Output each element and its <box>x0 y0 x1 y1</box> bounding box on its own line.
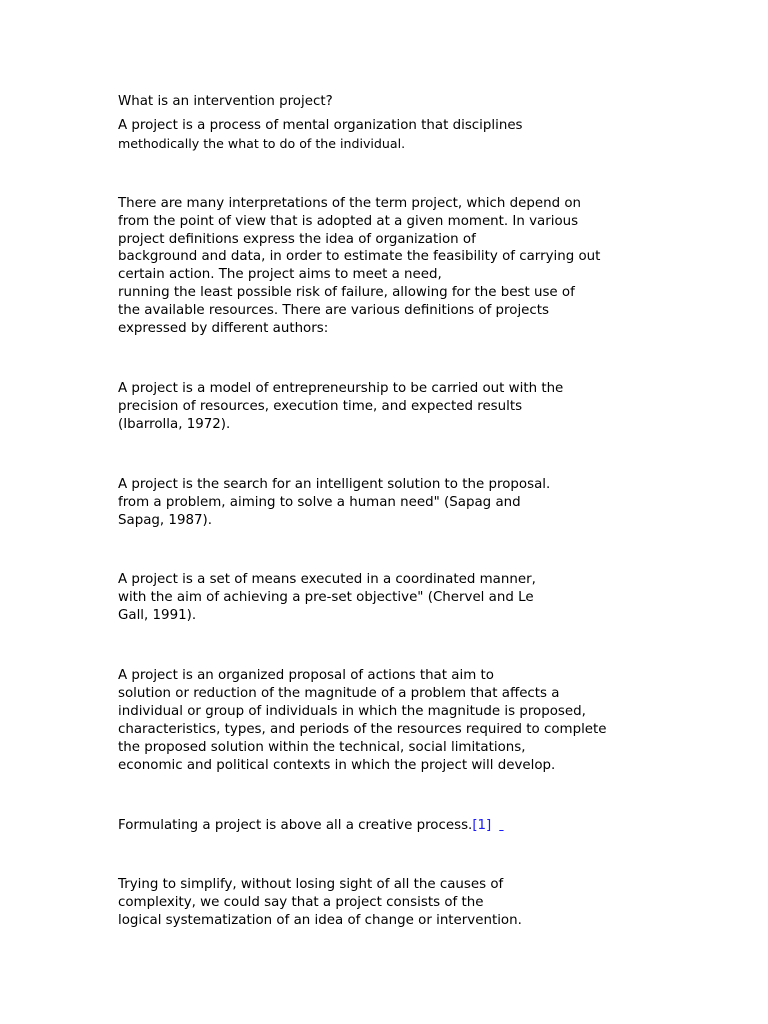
document-page <box>118 93 638 930</box>
paragraph-line: A project is an organized proposal of actions that aim to <box>118 668 494 684</box>
document-heading: What is an intervention project? <box>118 94 333 109</box>
paragraph-line: background and data, in order to estimate the feasibility of carrying out <box>118 249 601 265</box>
paragraph-line: precision of resources, execution time, and expected results <box>118 398 523 414</box>
paragraph-line: from a problem, aiming to solve a human need" (Sapag and <box>118 494 521 510</box>
paragraph-line: the available resources. There are various definitions of projects <box>118 303 550 319</box>
paragraph-line: certain action. The project aims to meet a need, <box>118 267 442 283</box>
paragraph-line: from the point of view that is adopted at a given moment. In various <box>118 213 579 229</box>
paragraph-line: expressed by different authors: <box>118 321 329 337</box>
intro-paragraph <box>118 117 638 153</box>
definition-chervel-paragraph <box>118 571 638 625</box>
paragraph-line: economic and political contexts in which the project will develop. <box>118 757 556 773</box>
paragraph-line: running the least possible risk of failure, allowing for the best use of <box>118 285 575 301</box>
formulating-text: Formulating a project is above all a creative process. <box>118 817 473 833</box>
intro-line: methodically the what to do of the individual. <box>118 135 406 151</box>
paragraph-line: A project is a model of entrepreneurship to be carried out with the <box>118 380 564 396</box>
paragraph-line: solution or reduction of the magnitude of a problem that affects a <box>118 686 560 702</box>
paragraph-line: characteristics, types, and periods of the resources required to complete <box>118 721 607 737</box>
paragraph-line: (Ibarrolla, 1972). <box>118 416 231 432</box>
paragraph-line: the proposed solution within the technical, social limitations, <box>118 739 526 755</box>
paragraph-line: A project is a set of means executed in a coordinated manner, <box>118 572 536 588</box>
formulating-paragraph <box>118 817 638 835</box>
interpretations-paragraph <box>118 195 638 338</box>
paragraph-line: logical systematization of an idea of change or intervention. <box>118 913 522 929</box>
paragraph-line: complexity, we could say that a project consists of the <box>118 895 484 911</box>
paragraph-line: There are many interpretations of the term project, which depend on <box>118 195 582 211</box>
paragraph-line: with the aim of achieving a pre-set objective" (Chervel and Le <box>118 590 534 606</box>
footnote-ref-link[interactable]: [1] <box>472 817 492 833</box>
footnote-anchor-link[interactable] <box>499 817 517 835</box>
paragraph-line: individual or group of individuals in which the magnitude is proposed, <box>118 703 586 719</box>
intro-line: A project is a process of mental organization that disciplines <box>118 117 523 133</box>
conclusion-paragraph <box>118 876 638 930</box>
definition-organized-paragraph <box>118 667 638 774</box>
paragraph-line: Gall, 1991). <box>118 608 197 624</box>
paragraph-line: A project is the search for an intelligent solution to the proposal. <box>118 476 551 492</box>
paragraph-line: project definitions express the idea of organization of <box>118 231 476 247</box>
formulating-line <box>118 817 638 835</box>
definition-ibarrola-paragraph <box>118 380 638 434</box>
definition-sapag-paragraph <box>118 476 638 530</box>
paragraph-line: Sapag, 1987). <box>118 512 212 528</box>
paragraph-line: Trying to simplify, without losing sight of all the causes of <box>118 877 504 893</box>
